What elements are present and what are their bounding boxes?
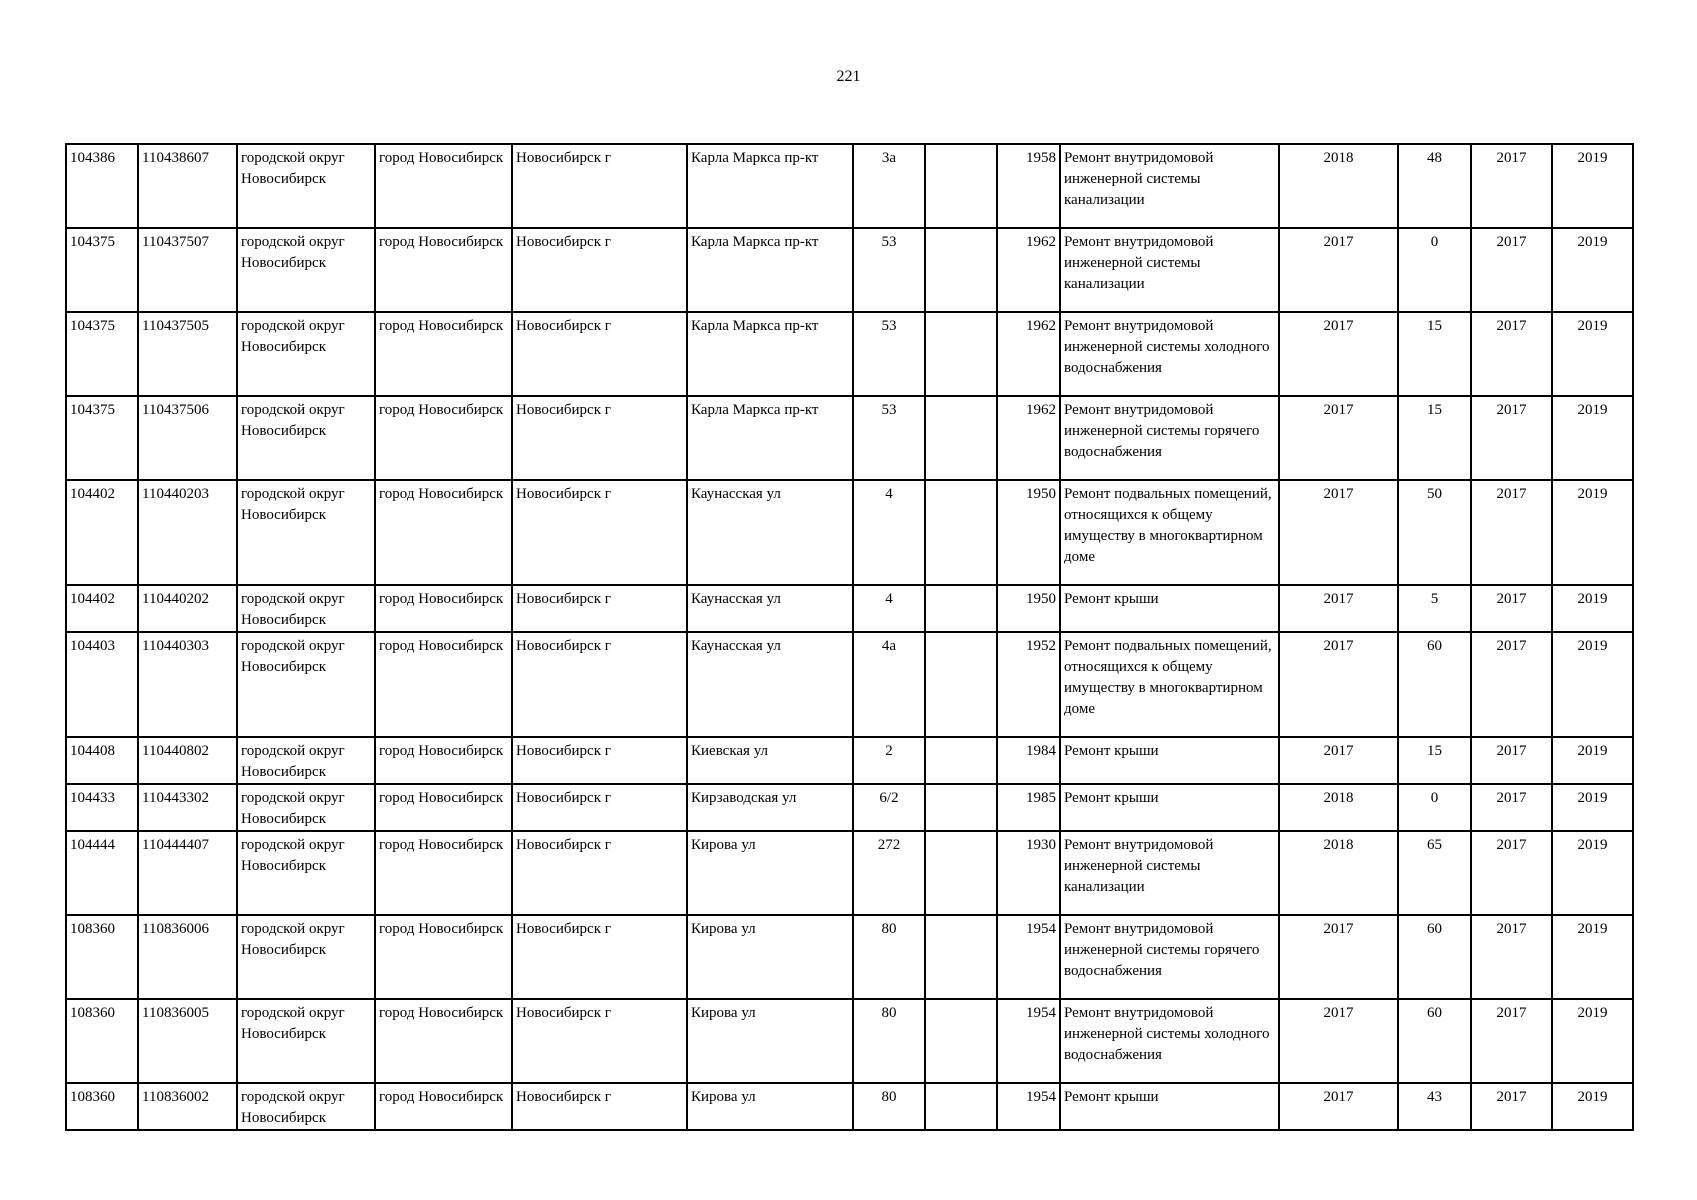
cell-work-id: 110440303 — [138, 632, 237, 737]
cell-house-id: 104402 — [66, 480, 138, 585]
cell-percent: 60 — [1398, 999, 1471, 1083]
table-body — [66, 144, 1633, 1130]
cell-percent: 60 — [1398, 632, 1471, 737]
cell-locality: Новосибирск г — [512, 632, 687, 737]
cell-work-type: Ремонт внутридомовой инженерной системы канализации — [1060, 831, 1279, 915]
cell-locality: Новосибирск г — [512, 831, 687, 915]
cell-street: Кирова ул — [687, 831, 853, 915]
cell-house-id: 104375 — [66, 312, 138, 396]
cell-percent: 48 — [1398, 144, 1471, 228]
cell-construction-year: 1930 — [997, 831, 1060, 915]
cell-work-id: 110443302 — [138, 784, 237, 831]
cell-settlement: город Новосибирск — [375, 831, 512, 915]
cell-work-type: Ремонт внутридомовой инженерной системы горячего водоснабжения — [1060, 915, 1279, 999]
cell-period-start: 2017 — [1471, 632, 1552, 737]
cell-construction-year: 1950 — [997, 480, 1060, 585]
cell-settlement: город Новосибирск — [375, 480, 512, 585]
cell-planned-year: 2017 — [1279, 480, 1398, 585]
cell-locality: Новосибирск г — [512, 915, 687, 999]
cell-planned-year: 2017 — [1279, 396, 1398, 480]
cell-locality: Новосибирск г — [512, 312, 687, 396]
cell-municipal-district: городской округ Новосибирск — [237, 737, 375, 784]
cell-period-start: 2017 — [1471, 784, 1552, 831]
cell-work-id: 110836005 — [138, 999, 237, 1083]
cell-period-start: 2017 — [1471, 312, 1552, 396]
cell-period-end: 2019 — [1552, 784, 1633, 831]
cell-work-type: Ремонт крыши — [1060, 737, 1279, 784]
cell-municipal-district: городской округ Новосибирск — [237, 228, 375, 312]
cell-period-start: 2017 — [1471, 480, 1552, 585]
cell-period-end: 2019 — [1552, 396, 1633, 480]
cell-construction-year: 1954 — [997, 915, 1060, 999]
cell-locality: Новосибирск г — [512, 999, 687, 1083]
cell-house-id: 104375 — [66, 396, 138, 480]
cell-locality: Новосибирск г — [512, 396, 687, 480]
cell-street: Карла Маркса пр-кт — [687, 312, 853, 396]
cell-work-type: Ремонт подвальных помещений, относящихся к общему имуществу в многоквартирном доме — [1060, 632, 1279, 737]
cell-settlement: город Новосибирск — [375, 1083, 512, 1130]
cell-percent: 15 — [1398, 396, 1471, 480]
cell-street: Кирзаводская ул — [687, 784, 853, 831]
cell-locality: Новосибирск г — [512, 737, 687, 784]
cell-period-end: 2019 — [1552, 831, 1633, 915]
cell-settlement: город Новосибирск — [375, 144, 512, 228]
cell-house-number: 4 — [853, 585, 925, 632]
cell-period-end: 2019 — [1552, 915, 1633, 999]
cell-work-type: Ремонт внутридомовой инженерной системы холодного водоснабжения — [1060, 312, 1279, 396]
cell-settlement: город Новосибирск — [375, 737, 512, 784]
cell-street: Карла Маркса пр-кт — [687, 396, 853, 480]
cell-construction-year: 1984 — [997, 737, 1060, 784]
cell-planned-year: 2017 — [1279, 312, 1398, 396]
cell-construction-year: 1950 — [997, 585, 1060, 632]
cell-street: Каунасская ул — [687, 480, 853, 585]
cell-building — [925, 737, 997, 784]
cell-municipal-district: городской округ Новосибирск — [237, 784, 375, 831]
cell-work-id: 110836002 — [138, 1083, 237, 1130]
cell-street: Кирова ул — [687, 999, 853, 1083]
cell-percent: 60 — [1398, 915, 1471, 999]
table-row — [66, 737, 1633, 784]
cell-work-id: 110444407 — [138, 831, 237, 915]
cell-work-id: 110438607 — [138, 144, 237, 228]
cell-street: Кирова ул — [687, 915, 853, 999]
cell-municipal-district: городской округ Новосибирск — [237, 480, 375, 585]
cell-planned-year: 2018 — [1279, 784, 1398, 831]
registry-table — [65, 143, 1634, 1131]
cell-percent: 0 — [1398, 228, 1471, 312]
cell-period-end: 2019 — [1552, 737, 1633, 784]
cell-construction-year: 1954 — [997, 1083, 1060, 1130]
cell-settlement: город Новосибирск — [375, 396, 512, 480]
cell-building — [925, 784, 997, 831]
cell-construction-year: 1958 — [997, 144, 1060, 228]
cell-locality: Новосибирск г — [512, 144, 687, 228]
cell-building — [925, 831, 997, 915]
cell-percent: 15 — [1398, 312, 1471, 396]
cell-planned-year: 2018 — [1279, 144, 1398, 228]
cell-settlement: город Новосибирск — [375, 228, 512, 312]
cell-street: Каунасская ул — [687, 632, 853, 737]
cell-house-number: 6/2 — [853, 784, 925, 831]
cell-house-number: 4а — [853, 632, 925, 737]
cell-period-end: 2019 — [1552, 144, 1633, 228]
cell-work-id: 110440802 — [138, 737, 237, 784]
cell-work-type: Ремонт крыши — [1060, 784, 1279, 831]
cell-settlement: город Новосибирск — [375, 784, 512, 831]
cell-period-start: 2017 — [1471, 999, 1552, 1083]
cell-street: Карла Маркса пр-кт — [687, 144, 853, 228]
cell-house-id: 104386 — [66, 144, 138, 228]
cell-building — [925, 999, 997, 1083]
cell-house-id: 104408 — [66, 737, 138, 784]
table-row — [66, 999, 1633, 1083]
cell-percent: 15 — [1398, 737, 1471, 784]
cell-house-number: 80 — [853, 915, 925, 999]
cell-work-type: Ремонт внутридомовой инженерной системы канализации — [1060, 144, 1279, 228]
cell-period-end: 2019 — [1552, 585, 1633, 632]
cell-house-number: 80 — [853, 999, 925, 1083]
cell-municipal-district: городской округ Новосибирск — [237, 831, 375, 915]
cell-house-number: 80 — [853, 1083, 925, 1130]
cell-municipal-district: городской округ Новосибирск — [237, 585, 375, 632]
cell-municipal-district: городской округ Новосибирск — [237, 632, 375, 737]
cell-period-start: 2017 — [1471, 915, 1552, 999]
cell-house-id: 104444 — [66, 831, 138, 915]
cell-municipal-district: городской округ Новосибирск — [237, 915, 375, 999]
cell-house-number: 53 — [853, 228, 925, 312]
cell-work-id: 110437507 — [138, 228, 237, 312]
cell-period-start: 2017 — [1471, 396, 1552, 480]
cell-planned-year: 2017 — [1279, 632, 1398, 737]
cell-period-end: 2019 — [1552, 1083, 1633, 1130]
cell-municipal-district: городской округ Новосибирск — [237, 1083, 375, 1130]
cell-house-number: 2 — [853, 737, 925, 784]
cell-construction-year: 1962 — [997, 312, 1060, 396]
cell-house-id: 108360 — [66, 1083, 138, 1130]
cell-period-end: 2019 — [1552, 480, 1633, 585]
table-row — [66, 784, 1633, 831]
table-row — [66, 585, 1633, 632]
cell-house-number: 53 — [853, 396, 925, 480]
cell-street: Карла Маркса пр-кт — [687, 228, 853, 312]
cell-locality: Новосибирск г — [512, 1083, 687, 1130]
cell-settlement: город Новосибирск — [375, 585, 512, 632]
cell-construction-year: 1985 — [997, 784, 1060, 831]
cell-house-number: 272 — [853, 831, 925, 915]
cell-municipal-district: городской округ Новосибирск — [237, 999, 375, 1083]
cell-settlement: город Новосибирск — [375, 312, 512, 396]
cell-period-start: 2017 — [1471, 831, 1552, 915]
cell-percent: 50 — [1398, 480, 1471, 585]
cell-period-start: 2017 — [1471, 737, 1552, 784]
cell-planned-year: 2017 — [1279, 585, 1398, 632]
cell-settlement: город Новосибирск — [375, 915, 512, 999]
table-row — [66, 228, 1633, 312]
table-row — [66, 632, 1633, 737]
table-row — [66, 480, 1633, 585]
cell-house-id: 104402 — [66, 585, 138, 632]
cell-period-end: 2019 — [1552, 632, 1633, 737]
cell-street: Каунасская ул — [687, 585, 853, 632]
cell-settlement: город Новосибирск — [375, 632, 512, 737]
cell-municipal-district: городской округ Новосибирск — [237, 396, 375, 480]
cell-building — [925, 396, 997, 480]
cell-street: Кирова ул — [687, 1083, 853, 1130]
cell-locality: Новосибирск г — [512, 784, 687, 831]
table-row — [66, 312, 1633, 396]
cell-house-number: 3а — [853, 144, 925, 228]
cell-period-start: 2017 — [1471, 144, 1552, 228]
table-row — [66, 915, 1633, 999]
cell-work-type: Ремонт внутридомовой инженерной системы холодного водоснабжения — [1060, 999, 1279, 1083]
cell-construction-year: 1962 — [997, 396, 1060, 480]
cell-work-type: Ремонт крыши — [1060, 1083, 1279, 1130]
cell-period-start: 2017 — [1471, 228, 1552, 312]
cell-percent: 43 — [1398, 1083, 1471, 1130]
cell-planned-year: 2017 — [1279, 228, 1398, 312]
cell-period-start: 2017 — [1471, 1083, 1552, 1130]
cell-planned-year: 2018 — [1279, 831, 1398, 915]
cell-period-end: 2019 — [1552, 999, 1633, 1083]
cell-building — [925, 632, 997, 737]
cell-building — [925, 585, 997, 632]
cell-percent: 0 — [1398, 784, 1471, 831]
cell-planned-year: 2017 — [1279, 915, 1398, 999]
cell-municipal-district: городской округ Новосибирск — [237, 144, 375, 228]
cell-percent: 65 — [1398, 831, 1471, 915]
cell-construction-year: 1962 — [997, 228, 1060, 312]
cell-building — [925, 915, 997, 999]
cell-work-type: Ремонт крыши — [1060, 585, 1279, 632]
cell-locality: Новосибирск г — [512, 585, 687, 632]
cell-construction-year: 1952 — [997, 632, 1060, 737]
cell-house-id: 104375 — [66, 228, 138, 312]
cell-construction-year: 1954 — [997, 999, 1060, 1083]
cell-work-id: 110440202 — [138, 585, 237, 632]
cell-period-end: 2019 — [1552, 228, 1633, 312]
cell-building — [925, 228, 997, 312]
cell-work-id: 110836006 — [138, 915, 237, 999]
cell-house-id: 104403 — [66, 632, 138, 737]
cell-house-id: 108360 — [66, 999, 138, 1083]
cell-work-type: Ремонт внутридомовой инженерной системы канализации — [1060, 228, 1279, 312]
cell-house-id: 108360 — [66, 915, 138, 999]
cell-work-id: 110437505 — [138, 312, 237, 396]
cell-building — [925, 144, 997, 228]
table-row — [66, 396, 1633, 480]
table-row — [66, 831, 1633, 915]
cell-locality: Новосибирск г — [512, 228, 687, 312]
cell-building — [925, 312, 997, 396]
cell-percent: 5 — [1398, 585, 1471, 632]
cell-work-id: 110437506 — [138, 396, 237, 480]
table-row — [66, 1083, 1633, 1130]
cell-locality: Новосибирск г — [512, 480, 687, 585]
cell-building — [925, 1083, 997, 1130]
cell-house-number: 4 — [853, 480, 925, 585]
cell-work-type: Ремонт подвальных помещений, относящихся к общему имуществу в многоквартирном доме — [1060, 480, 1279, 585]
cell-planned-year: 2017 — [1279, 737, 1398, 784]
cell-building — [925, 480, 997, 585]
cell-house-id: 104433 — [66, 784, 138, 831]
page-number: 221 — [836, 68, 861, 85]
cell-house-number: 53 — [853, 312, 925, 396]
cell-planned-year: 2017 — [1279, 999, 1398, 1083]
cell-municipal-district: городской округ Новосибирск — [237, 312, 375, 396]
cell-work-type: Ремонт внутридомовой инженерной системы горячего водоснабжения — [1060, 396, 1279, 480]
cell-period-end: 2019 — [1552, 312, 1633, 396]
cell-period-start: 2017 — [1471, 585, 1552, 632]
table-row — [66, 144, 1633, 228]
cell-planned-year: 2017 — [1279, 1083, 1398, 1130]
cell-work-id: 110440203 — [138, 480, 237, 585]
cell-street: Киевская ул — [687, 737, 853, 784]
cell-settlement: город Новосибирск — [375, 999, 512, 1083]
